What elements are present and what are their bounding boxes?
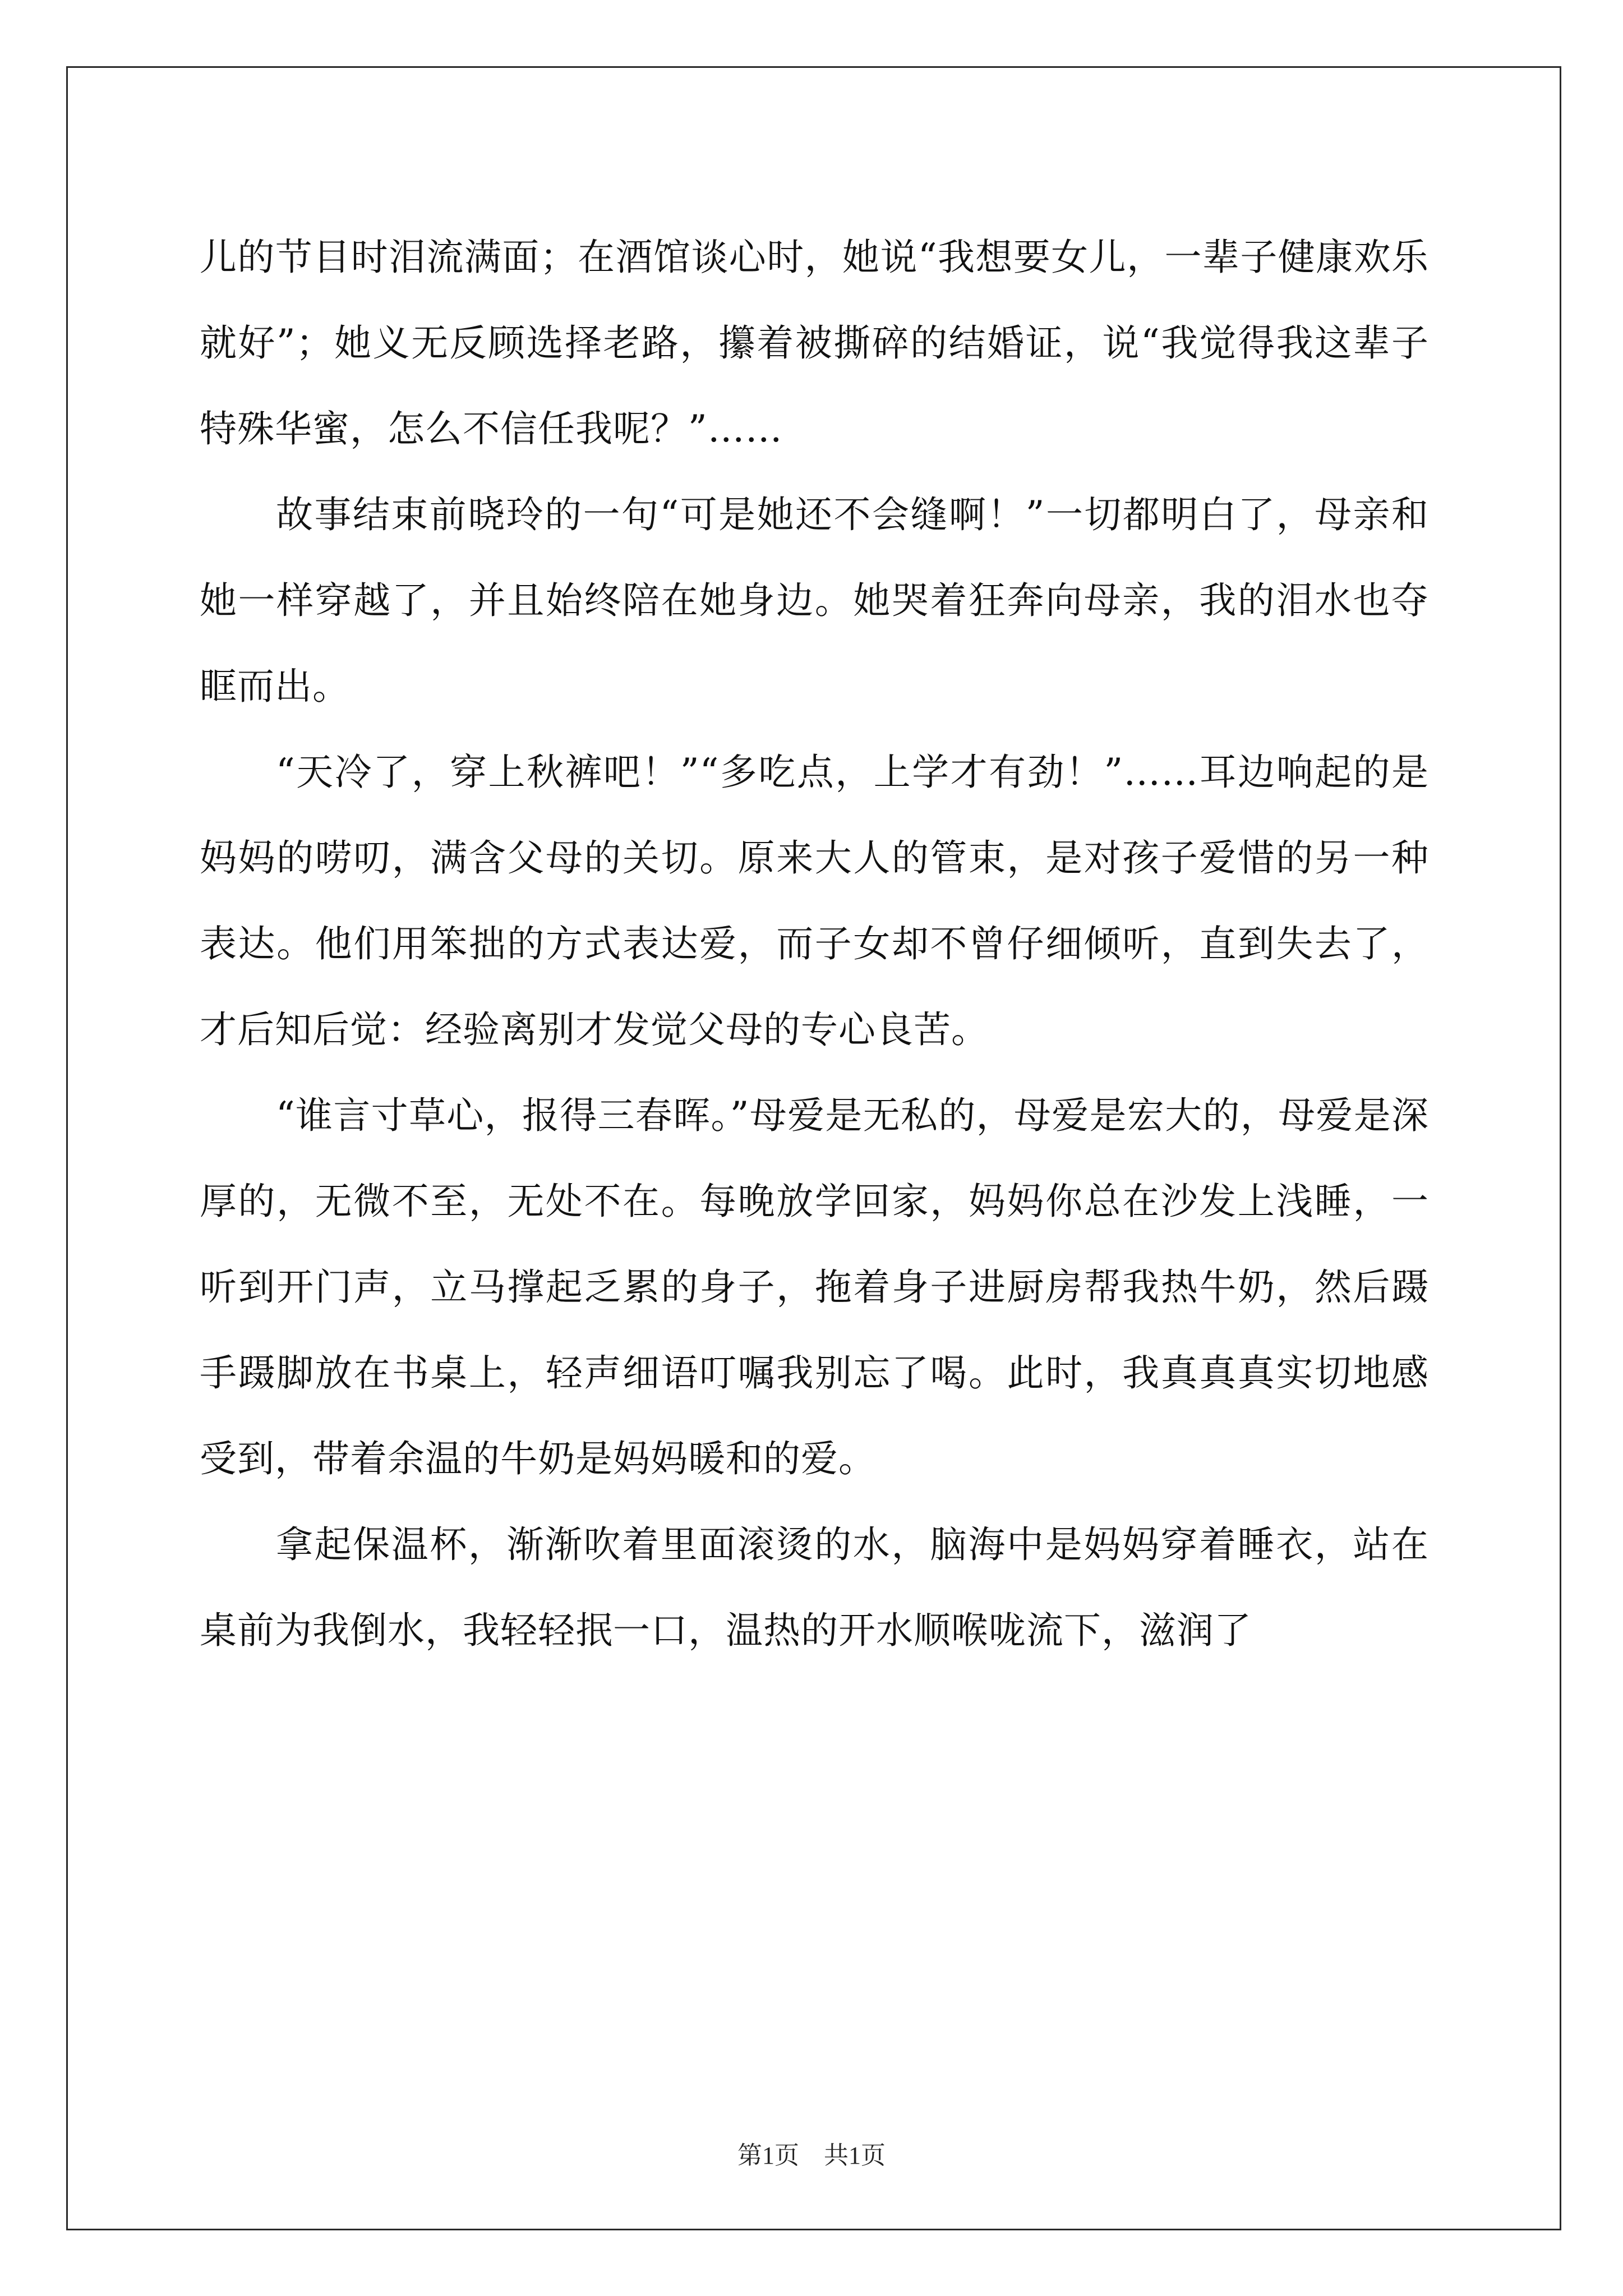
page-total: 共1页: [824, 2142, 886, 2169]
page-number: 第1页: [737, 2142, 799, 2169]
paragraph-continued: 儿的节目时泪流满面；在酒馆谈心时，她说“我想要女儿，一辈子健康欢乐就好”；她义无反顾选择老路，攥着被撕碎的结婚证，说“我觉得我这辈子特殊华蜜，怎么不信任我呢？”……: [200, 236, 1429, 450]
page-footer: [0, 2135, 1623, 2171]
paragraph: “天冷了，穿上秋裤吧！”“多吃点，上学才有劲！”……耳边响起的是妈妈的唠叨，满含父母的关切。原来大人的管束，是对孩子爱惜的另一种表达。他们用笨拙的方式表达爱，而子女却不曾仔细倾听，直到失去了，才后知后觉：经验离别才发觉父母的专心良苦。: [200, 751, 1429, 1051]
paragraph: 拿起保温杯，渐渐吹着里面滚烫的水，脑海中是妈妈穿着睡衣，站在桌前为我倒水，我轻轻抿一口，温热的开水顺喉咙流下，滋润了: [200, 1523, 1429, 1652]
document-body: [200, 214, 1429, 1673]
paragraph: 故事结束前晓玲的一句“可是她还不会缝啊！”一切都明白了，母亲和她一样穿越了，并且始终陪在她身边。她哭着狂奔向母亲，我的泪水也夺眶而出。: [200, 493, 1429, 708]
paragraph: “谁言寸草心，报得三春晖。”母爱是无私的，母爱是宏大的，母爱是深厚的，无微不至，无处不在。每晚放学回家，妈妈你总在沙发上浅睡，一听到开门声，立马撑起乏累的身子，拖着身子进厨房帮我热牛奶，然后蹑手蹑脚放在书桌上，轻声细语叮嘱我别忘了喝。此时，我真真真实切地感受到，带着余温的牛奶是妈妈暖和的爱。: [200, 1094, 1429, 1480]
